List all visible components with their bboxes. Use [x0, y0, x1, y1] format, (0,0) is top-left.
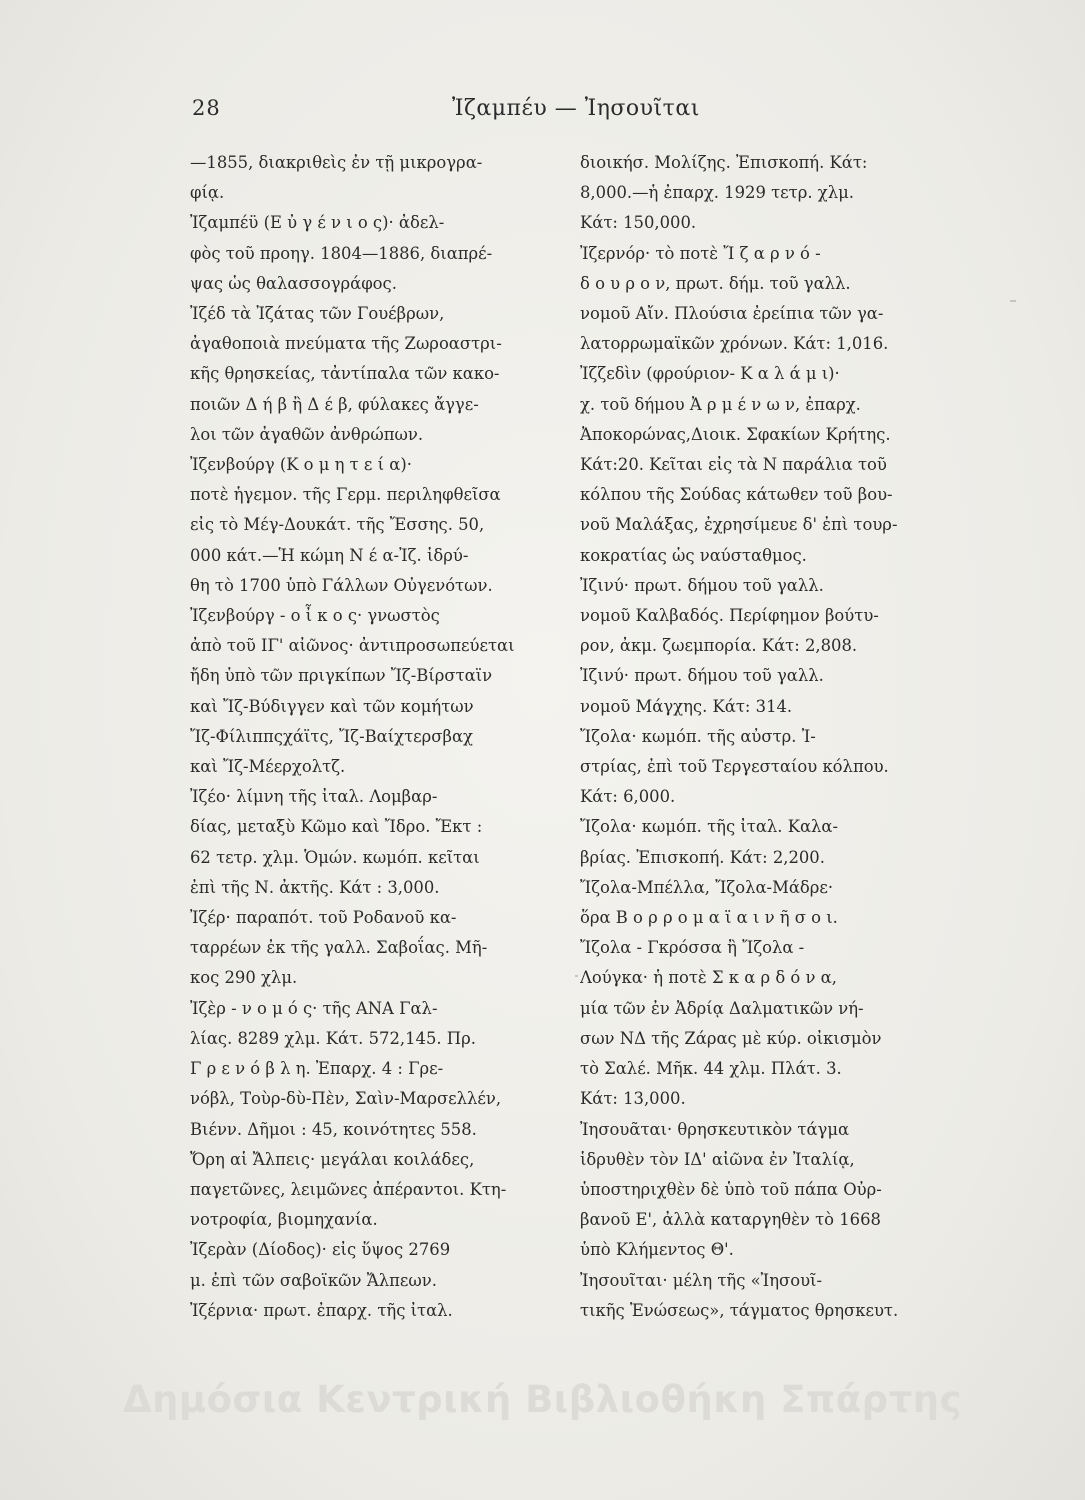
text-line: ὅρα Β ο ρ ρ ο μ α ϊ α ι ν ῆ σ ο ι.	[580, 908, 838, 928]
text-line: Ἰζζεδὶν (φρούριον- Κ α λ ά μ ι)·	[580, 364, 840, 384]
text-line: δ ο υ ρ ο ν, πρωτ. δήμ. τοῦ γαλλ.	[580, 273, 851, 293]
scan-speck	[575, 975, 578, 977]
text-line: δίας, μεταξὺ Κῶμο καὶ Ἴδρο. Ἔκτ :	[190, 817, 483, 837]
text-line: 8,000.—ἡ ἐπαρχ. 1929 τετρ. χλμ.	[580, 183, 854, 203]
text-line: κος 290 χλμ.	[190, 968, 298, 988]
text-line: Ἰζινύ· πρωτ. δήμου τοῦ γαλλ.	[580, 666, 824, 686]
text-line: Λούγκα· ἡ ποτὲ Σ κ α ρ δ ό ν α,	[580, 968, 837, 988]
text-line: ταρρέων ἐκ τῆς γαλλ. Σαβοΐας. Μῆ-	[190, 938, 488, 958]
text-line: Ἴζολα· κωμόπ. τῆς ἰταλ. Καλα-	[580, 817, 839, 837]
text-line: ρον, ἀκμ. ζωεμπορία. Κάτ: 2,808.	[580, 636, 858, 656]
text-line: Ἴζολα - Γκρόσσα ἢ Ἴζολα -	[580, 938, 805, 958]
text-line: —1855, διακριθεὶς ἐν τῇ μικρογρα-	[190, 153, 483, 172]
page-header	[192, 96, 892, 136]
text-line: Ἰζέρ· παραπότ. τοῦ Ροδανοῦ κα-	[190, 908, 457, 928]
text-line: λατορρωμαϊκῶν χρόνων. Κάτ: 1,016.	[580, 334, 889, 354]
scan-speck	[1010, 300, 1016, 302]
text-line: νομοῦ Καλβαδός. Περίφημον βούτυ-	[580, 606, 879, 626]
text-line: ποιῶν Δ ή β ἢ Δ έ β, φύλακες ἄγγε-	[190, 394, 479, 414]
text-line: εἰς τὸ Μέγ-Δουκάτ. τῆς Ἔσσης. 50,	[190, 515, 485, 535]
text-line: κῆς θρησκείας, τἀντίπαλα τῶν κακο-	[190, 364, 500, 384]
text-line: στρίας, ἐπὶ τοῦ Τεργεσταίου κόλπου.	[580, 757, 889, 777]
running-head: Ἰζαμπέυ — Ἰησουῖται	[452, 96, 700, 121]
text-line: Ἰζινύ· πρωτ. δήμου τοῦ γαλλ.	[580, 575, 824, 595]
text-line: θη τὸ 1700 ὑπὸ Γάλλων Οὐγενότων.	[190, 575, 493, 595]
text-line: Βιένν. Δῆμοι : 45, κοινότητες 558.	[190, 1119, 477, 1139]
text-line: Ἰζερνόρ· τὸ ποτὲ Ἴ ζ α ρ ν ό -	[580, 243, 821, 263]
text-line: Κάτ:20. Κεῖται εἰς τὰ Ν παράλια τοῦ	[580, 455, 887, 475]
text-line: Ἴζολα· κωμόπ. τῆς αὐστρ. Ἰ-	[580, 726, 816, 746]
text-line: λοι τῶν ἀγαθῶν ἀνθρώπων.	[190, 424, 424, 444]
text-line: Γ ρ ε ν ό β λ η. Ἐπαρχ. 4 : Γρε-	[190, 1059, 444, 1079]
text-line: ὑπὸ Κλήμεντος Θ'.	[580, 1240, 734, 1260]
text-line: Κάτ: 6,000.	[580, 787, 676, 807]
text-line: τὸ Σαλέ. Μῆκ. 44 χλμ. Πλάτ. 3.	[580, 1059, 842, 1079]
text-line: καὶ Ἴζ-Βύδιγγεν καὶ τῶν κομήτων	[190, 696, 474, 716]
text-line: καὶ Ἴζ-Μέερχολτζ.	[190, 757, 346, 777]
text-line: βρίας. Ἐπισκοπή. Κάτ: 2,200.	[580, 847, 825, 867]
text-line: Ἰζέο· λίμνη τῆς ἰταλ. Λομβαρ-	[190, 787, 438, 807]
text-line: νομοῦ Αἴν. Πλούσια ἐρείπια τῶν γα-	[580, 304, 884, 324]
text-line: ἤδη ὑπὸ τῶν πριγκίπων Ἴζ-Βίρσταϊν	[190, 666, 493, 686]
text-line: Ἰζέδ τὰ Ἰζάτας τῶν Γουέβρων,	[190, 304, 445, 324]
text-line: Ἰησουᾶται· θρησκευτικὸν τάγμα	[580, 1119, 850, 1139]
text-line: νομοῦ Μάγχης. Κάτ: 314.	[580, 696, 793, 716]
text-line: Ὄρη αἱ Ἄλπεις· μεγάλαι κοιλάδες,	[190, 1149, 475, 1169]
text-line: Ἰζενβούργ (Κ ο μ η τ ε ί α)·	[190, 455, 412, 475]
page-number: 28	[192, 96, 221, 120]
text-line: λίας. 8289 χλμ. Κάτ. 572,145. Πρ.	[190, 1028, 476, 1048]
text-line: 62 τετρ. χλμ. Ὁμών. κωμόπ. κεῖται	[190, 847, 480, 867]
text-line: ψας ὡς θαλασσογράφος.	[190, 273, 397, 293]
text-line: ἀγαθοποιὰ πνεύματα τῆς Ζωροαστρι-	[190, 334, 502, 354]
library-watermark: Δημόσια Κεντρική Βιβλιοθήκη Σπάρτης	[122, 1378, 963, 1421]
text-line: ἀπὸ τοῦ ΙΓ' αἰῶνος· ἀντιπροσωπεύεται	[190, 636, 515, 656]
text-line: κοκρατίας ὡς ναύσταθμος.	[580, 545, 807, 565]
text-line: μία τῶν ἐν Ἀδρίᾳ Δαλματικῶν νή-	[580, 998, 864, 1018]
text-line: σων ΝΔ τῆς Ζάρας μὲ κύρ. οἰκισμὸν	[580, 1028, 882, 1048]
text-line: ἱδρυθὲν τὸν ΙΔ' αἰῶνα ἐν Ἰταλίᾳ,	[580, 1149, 855, 1169]
text-line: Κάτ: 150,000.	[580, 213, 697, 233]
text-line: φὸς τοῦ προηγ. 1804—1886, διαπρέ-	[190, 243, 493, 263]
text-line: Ἴζολα-Μπέλλα, Ἴζολα-Μάδρε·	[580, 877, 834, 897]
right-column	[580, 148, 965, 1326]
text-line: παγετῶνες, λειμῶνες ἀπέραντοι. Κτη-	[190, 1179, 507, 1199]
text-line: 000 κάτ.—Ἡ κώμη Ν έ α-Ἰζ. ἱδρύ-	[190, 545, 469, 565]
text-line: Ἴζ-Φίλιππςχάϊτς, Ἴζ-Βαίχτερσβαχ	[190, 726, 473, 746]
text-line: Ἰζερὰν (Δίοδος)· εἰς ὕψος 2769	[190, 1240, 451, 1260]
text-line: νοτροφία, βιομηχανία.	[190, 1210, 378, 1230]
text-line: βανοῦ Ε', ἀλλὰ καταργηθὲν τὸ 1668	[580, 1210, 881, 1230]
text-line: Ἰζὲρ - ν ο μ ό ς· τῆς ΑΝΑ Γαλ-	[190, 998, 438, 1018]
text-line: διοικήσ. Μολίζης. Ἐπισκοπή. Κάτ:	[580, 153, 868, 172]
text-line: μ. ἐπὶ τῶν σαβοϊκῶν Ἄλπεων.	[190, 1270, 437, 1290]
text-line: Ἰζενβούργ - ο ἶ κ ο ς· γνωστὸς	[190, 606, 440, 626]
text-line: Ἰζέρνια· πρωτ. ἐπαρχ. τῆς ἰταλ.	[190, 1300, 453, 1320]
text-line: νόβλ, Τοὺρ-δὺ-Πὲν, Σαὶν-Μαρσελλέν,	[190, 1089, 502, 1109]
text-line: ποτὲ ἡγεμον. τῆς Γερμ. περιληφθεῖσα	[190, 485, 501, 505]
text-line: Ἀποκορώνας,Διοικ. Σφακίων Κρήτης.	[580, 424, 891, 444]
text-line: ὑποστηριχθὲν δὲ ὑπὸ τοῦ πάπα Οὐρ-	[580, 1179, 882, 1199]
text-line: τικῆς Ἑνώσεως», τάγματος θρησκευτ.	[580, 1300, 899, 1320]
text-line: χ. τοῦ δήμου Ἀ ρ μ έ ν ω ν, ἐπαρχ.	[580, 394, 861, 414]
text-line: κόλπου τῆς Σούδας κάτωθεν τοῦ βου-	[580, 485, 893, 505]
text-line: φίᾳ.	[190, 183, 225, 203]
text-line: ἐπὶ τῆς Ν. ἀκτῆς. Κάτ : 3,000.	[190, 877, 440, 897]
left-column	[190, 148, 575, 1326]
text-line: Κάτ: 13,000.	[580, 1089, 686, 1109]
text-line: Ἰζαμπέϋ (Ε ὐ γ έ ν ι ο ς)· ἀδελ-	[190, 213, 445, 233]
text-line: νοῦ Μαλάξας, ἐχρησίμευε δ' ἐπὶ τουρ-	[580, 515, 898, 535]
text-line: Ἰησουῖται· μέλη τῆς «Ἰησουῖ-	[580, 1270, 823, 1290]
